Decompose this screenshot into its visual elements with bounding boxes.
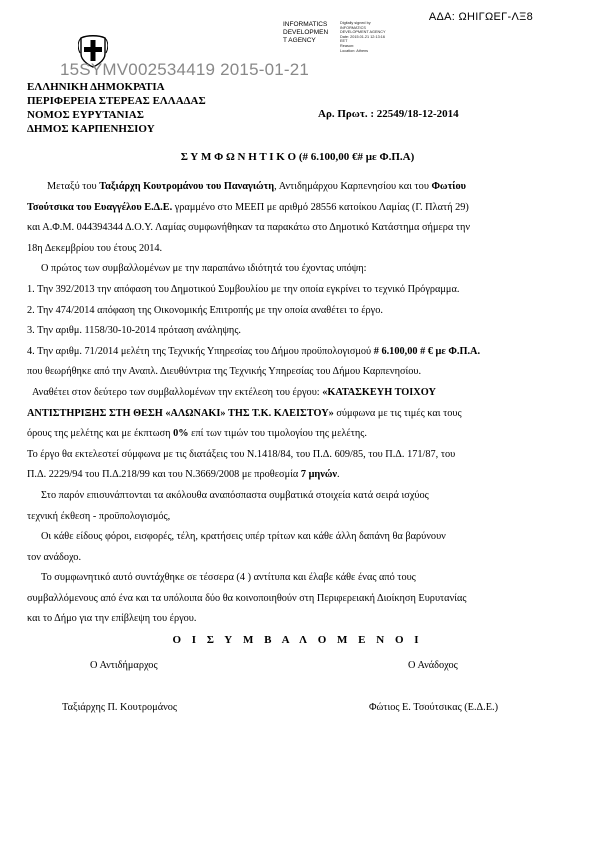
paragraph-line: και το Δήμο για την επίβλεψη του έργου. xyxy=(27,613,197,625)
signature-org-line: INFORMATICS xyxy=(283,21,328,28)
budget-amount: # 6.100,00 # € με Φ.Π.Α. xyxy=(373,345,481,357)
paragraph-line xyxy=(27,383,567,404)
signature-org-line: DEVELOPMEN xyxy=(283,29,329,36)
text-run: σύμφωνα με τις τιμές και τους xyxy=(333,407,462,419)
text-run: 4. Την αριθμ. 71/2014 μελέτη της Τεχνικής Υπηρεσίας του Δήμου προϋπολογισμού xyxy=(27,345,374,357)
document-title: Σ Υ Μ Φ Ω Ν Η Τ Ι Κ Ο (# 6.100,00 €# με Φ.Π.Α) xyxy=(180,151,415,163)
ada-code: ΑΔΑ: ΩΗΙΓΩΕΓ-ΛΞ8 xyxy=(428,11,533,23)
text-run: όρους της μελέτης και με έκπτωση xyxy=(27,428,174,440)
deputy-mayor-role: Ο Αντιδήμαρχος xyxy=(90,660,158,671)
signature-org-line: T AGENCY xyxy=(283,37,316,44)
discount-value: 0% xyxy=(173,428,189,440)
signature-detail-line: Location: Athens xyxy=(340,48,369,53)
signature-detail-line: Reason: xyxy=(340,43,355,48)
list-item: 2. Την 474/2014 απόφαση της Οικονομικής Επιτροπής με την οποία αναθέτει το έργο. xyxy=(27,304,383,316)
text-run: Π.Δ. 2229/94 του Π.Δ.218/99 και του Ν.3669/2008 με προθεσμία xyxy=(27,469,301,481)
signature-detail-line: Digitally signed by xyxy=(340,21,371,25)
parties-heading: Ο Ι Σ Υ Μ Β Α Λ Ο Μ Ε Ν Ο Ι xyxy=(172,634,423,646)
contractor-b-name: Τσούτσικα του Ευαγγέλου Ε.Δ.Ε. xyxy=(27,201,173,213)
contractor-a-name: Ταξιάρχη Κουτρομάνου του Παναγιώτη xyxy=(99,181,275,192)
document-watermark: 15SYMV002534419 2015-01-21 xyxy=(60,60,310,79)
text-run: επί των τιμών του τιμολογίου της μελέτης. xyxy=(188,428,367,440)
project-title: ΑΝΤΙΣΤΗΡΙΞΗΣ ΣΤΗ ΘΕΣΗ «ΑΛΩΝΑΚΙ» ΤΗΣ Τ.Κ. ΚΛΕΙΣΤΟΥ» xyxy=(27,407,334,419)
paragraph-line: συμβαλλόμενους από ένα και τα υπόλοιπα δύο θα κοινοποιηθούν στη Περιφερειακή Διοίκηση Ευρυτανίας xyxy=(27,592,467,604)
paragraph-line: 18η Δεκεμβρίου του έτους 2014. xyxy=(27,242,163,254)
signature-detail-line: INFORMATICS xyxy=(340,25,366,30)
issuer-header xyxy=(27,80,206,136)
signature-detail-line: Date: 2015.01.21 12:13:16 xyxy=(340,34,385,39)
signature-detail-line: DEVELOPMENT AGENCY xyxy=(340,30,386,35)
text-run: Αναθέτει στον δεύτερο των συμβαλλομένων την εκτέλεση του έργου: xyxy=(32,386,323,398)
paragraph-line: Στο παρόν επισυνάπτονται τα ακόλουθα αναπόσπαστα συμβατικά στοιχεία κατά σειρά ισχύος xyxy=(41,489,429,501)
digital-signature-org xyxy=(283,21,328,45)
text-run: Μεταξύ του xyxy=(47,181,100,192)
header-line: ΝΟΜΟΣ ΕΥΡΥΤΑΝΙΑΣ xyxy=(27,109,144,121)
paragraph-line xyxy=(27,177,567,198)
contractor-role: Ο Ανάδοχος xyxy=(408,660,458,671)
deputy-mayor-name: Ταξιάρχης Π. Κουτρομάνος xyxy=(62,702,177,713)
paragraph-line: Το έργο θα εκτελεστεί σύμφωνα με τις διατάξεις του Ν.1418/84, του Π.Δ. 609/85, του Π.Δ. 171/87, του xyxy=(27,448,456,460)
list-item xyxy=(27,342,567,363)
list-item: 1. Την 392/2013 την απόφαση του Δημοτικού Συμβουλίου με την οποία εγκρίνει το τεχνικό Πρόγραμμα. xyxy=(27,283,460,295)
paragraph-line: Οι κάθε είδους φόροι, εισφορές, τέλη, κρατήσεις υπέρ τρίτων και κάθε άλλη δαπάνη θα βαρύνουν xyxy=(41,531,446,543)
paragraph-line: τον ανάδοχο. xyxy=(27,551,82,563)
project-title: «ΚΑΤΑΣΚΕΥΗ ΤΟΙΧΟΥ xyxy=(322,386,436,398)
header-line: ΕΛΛΗΝΙΚΗ ΔΗΜΟΚΡΑΤΙΑ xyxy=(27,81,165,93)
deadline-value: 7 μηνών xyxy=(300,469,337,481)
paragraph-line xyxy=(27,404,567,425)
paragraph-line xyxy=(27,198,567,219)
text-run: , Αντιδημάρχου Καρπενησίου και του xyxy=(274,181,432,192)
contractor-name: Φώτιος Ε. Τσούτσικας (Ε.Δ.Ε.) xyxy=(369,702,499,713)
header-line: ΠΕΡΙΦΕΡΕΙΑ ΣΤΕΡΕΑΣ ΕΛΛΑΔΑΣ xyxy=(27,95,206,107)
contract-body xyxy=(27,177,567,630)
text-run: γραμμένο στο ΜΕΕΠ με αριθμό 28556 κατοίκου Λαμίας (Γ. Πλατή 29) xyxy=(172,201,469,213)
contractor-b-name: Φωτίου xyxy=(431,181,466,192)
header-line: ΔΗΜΟΣ ΚΑΡΠΕΝΗΣΙΟΥ xyxy=(27,123,155,135)
text-run: . xyxy=(337,469,340,481)
paragraph-line xyxy=(27,465,567,486)
paragraph-line: τεχνική έκθεση - προϋπολογισμός, xyxy=(27,510,171,522)
paragraph-line: και Α.Φ.Μ. 044394344 Δ.Ο.Υ. Λαμίας συμφωνήθηκαν τα παρακάτω στο Δημοτικό Κατάστημα σήμερα την xyxy=(27,222,471,234)
list-item: 3. Την αριθμ. 1158/30-10-2014 πρόταση ανάληψης. xyxy=(27,325,241,337)
list-item-continuation: που θεωρήθηκε από την Αναπλ. Διευθύντρια της Τεχνικής Υπηρεσίας του Δήμου Καρπενησίου. xyxy=(27,366,422,378)
paragraph-line xyxy=(27,424,567,445)
signature-detail-line: EET xyxy=(340,39,348,44)
paragraph-line: Το συμφωνητικό αυτό συντάχθηκε σε τέσσερα (4 ) αντίτυπα και έλαβε κάθε ένας από τους xyxy=(41,572,416,584)
protocol-number: Αρ. Πρωτ. : 22549/18-12-2014 xyxy=(318,108,459,120)
digital-signature-details xyxy=(340,21,386,53)
paragraph-line: Ο πρώτος των συμβαλλομένων με την παραπάνω ιδιότητά του έχοντας υπόψη: xyxy=(41,263,367,275)
